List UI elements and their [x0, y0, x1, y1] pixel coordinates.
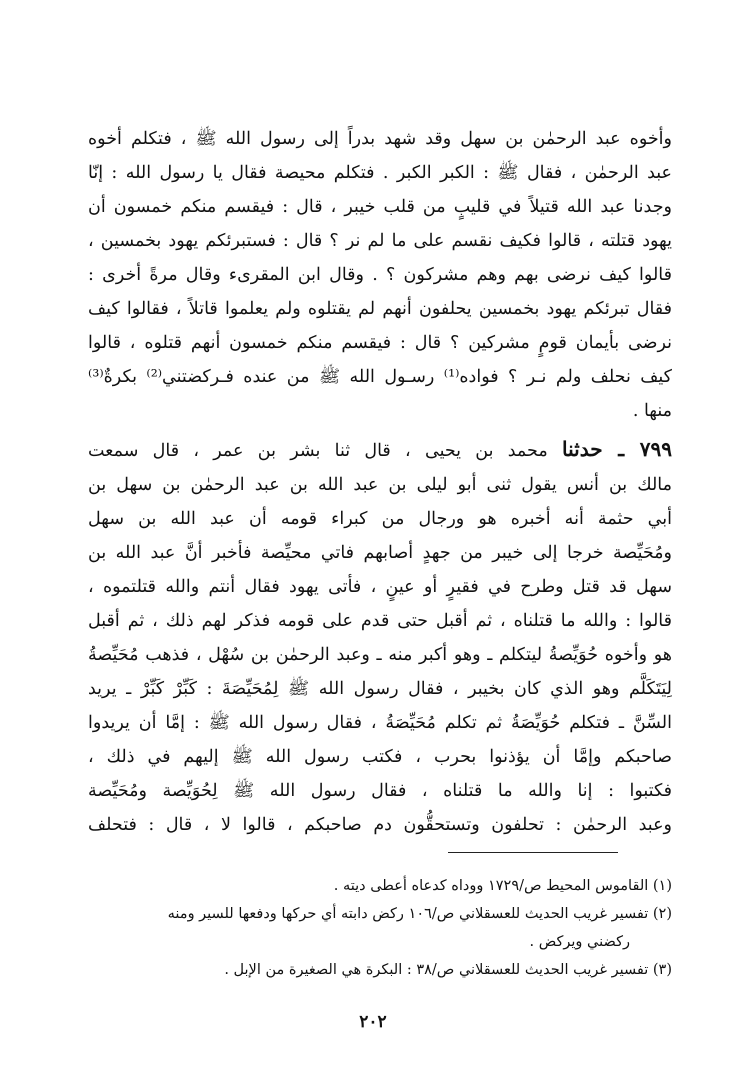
footnote: (٢) تفسير غريب الحديث للعسقلاني ص/١٠٦ ركض دابته أي حركها ودفعها للسير ومنه: [167, 906, 672, 922]
body-line: منها .: [632, 401, 672, 421]
hadith-line: وعبد الرحمٰن : تحلفون وتستحقُّون دم صاحبكم ، قالوا لا ، قال : فتحلف: [88, 815, 672, 835]
hadith-line: فكتبوا : إنا والله ما قتلناه ، فقال رسول الله ﷺ لِحُوَيِّصة ومُحَيِّصة: [88, 781, 672, 801]
hadith-number: ٧٩٩ ـ حدثنا: [562, 437, 672, 461]
body-line: عبد الرحمٰن ، فقال ﷺ : الكبر الكبر . فتكلم محيصة فقال يا رسول الله : إنّا: [88, 163, 672, 183]
hadith-line: أبي حثمة أنه أخبره هو ورجال من كبراء قومه أن عبد الله بن سهل: [88, 509, 672, 529]
body-line: نرضى بأيمان قومٍ مشركين ؟ قال : فيقسم منكم خمسون أنهم قتلوه ، قالوا: [88, 333, 672, 353]
footnote: (١) القاموس المحيط ص/١٧٢٩ ووداه كدعاه أعطى ديته .: [333, 878, 672, 894]
hadith-line: هو وأخوه حُوَيِّصةُ ليتكلم ـ وهو أكبر منه ـ وعبد الرحمٰن بن سُهْل ، فذهب مُحَيِّصةُ: [88, 645, 672, 665]
body-line: فقال تبرئكم يهود بخمسين يحلفون أنهم لم يقتلوه ولم يعلموا قاتلاً ، فقالوا كيف: [88, 299, 672, 319]
body-line: كيف نحلف ولم نـر ؟ فواده⁽¹⁾ رسـول الله ﷺ من عنده فـركضتني⁽²⁾ بكرةٌ⁽³⁾: [88, 367, 672, 387]
hadith-line: سهل قد قتل وطرح في فقيرٍ أو عينٍ ، فأتى يهود فقال أنتم والله قتلتموه ،: [88, 577, 672, 597]
page-number: ٢٠٢: [359, 1012, 387, 1032]
hadith-line: قالوا : والله ما قتلناه ، ثم أقبل حتى قدم على قومه فذكر لهم ذلك ، ثم أقبل: [88, 611, 672, 631]
body-line: قالوا كيف نرضى بهم وهم مشركون ؟ . وقال ابن المقرىء وقال مرةً أخرى :: [88, 265, 672, 285]
hadith-line: السِّنَّ ـ فتكلم حُوَيِّصَةُ ثم تكلم مُحَيِّصَةُ ، فقال رسول الله ﷺ : إمَّا أن يريدوا: [88, 713, 672, 733]
body-line: وأخوه عبد الرحمٰن بن سهل وقد شهد بدراً إلى رسول الله ﷺ ، فتكلم أخوه: [88, 129, 672, 149]
hadith-line: مالك بن أنس يقول ثنى أبو ليلى بن عبد الله بن عبد الرحمٰن بن سهل بن: [88, 475, 672, 495]
footnote-continuation: ركضني ويركض .: [529, 934, 630, 950]
hadith-line: لِيَتَكَلَّم وهو الذي كان بخيبر ، فقال رسول الله ﷺ لِمُحَيِّصَةَ : كَبِّرْ كَبِّرْ ـ يريد: [88, 679, 672, 699]
hadith-line: صاحبكم وإمَّا أن يؤذنوا بحرب ، فكتب رسول الله ﷺ إليهم في ذلك ،: [88, 747, 672, 767]
hadith-chain: محمد بن يحيى ، قال ثنا بشر بن عمر ، قال سمعت: [88, 441, 548, 461]
body-line: وجدنا عبد الله قتيلاً في قليبٍ من قلب خيبر ، قال : فيقسم منكم خمسون أن: [88, 197, 672, 217]
hadith-line: ومُحَيِّصة خرجا إلى خيبر من جهدٍ أصابهم فاتي محيِّصة فأخبر أنَّ عبد الله بن: [88, 543, 672, 563]
footnote: (٣) تفسير غريب الحديث للعسقلاني ص/٣٨ : البكرة هي الصغيرة من الإبل .: [224, 962, 672, 978]
footnote-separator: [448, 852, 618, 853]
body-line: يهود قتلته ، قالوا فكيف نقسم على ما لم نر ؟ قال : فستبرئكم يهود بخمسين ،: [88, 231, 672, 251]
hadith-first-line: [88, 432, 672, 466]
